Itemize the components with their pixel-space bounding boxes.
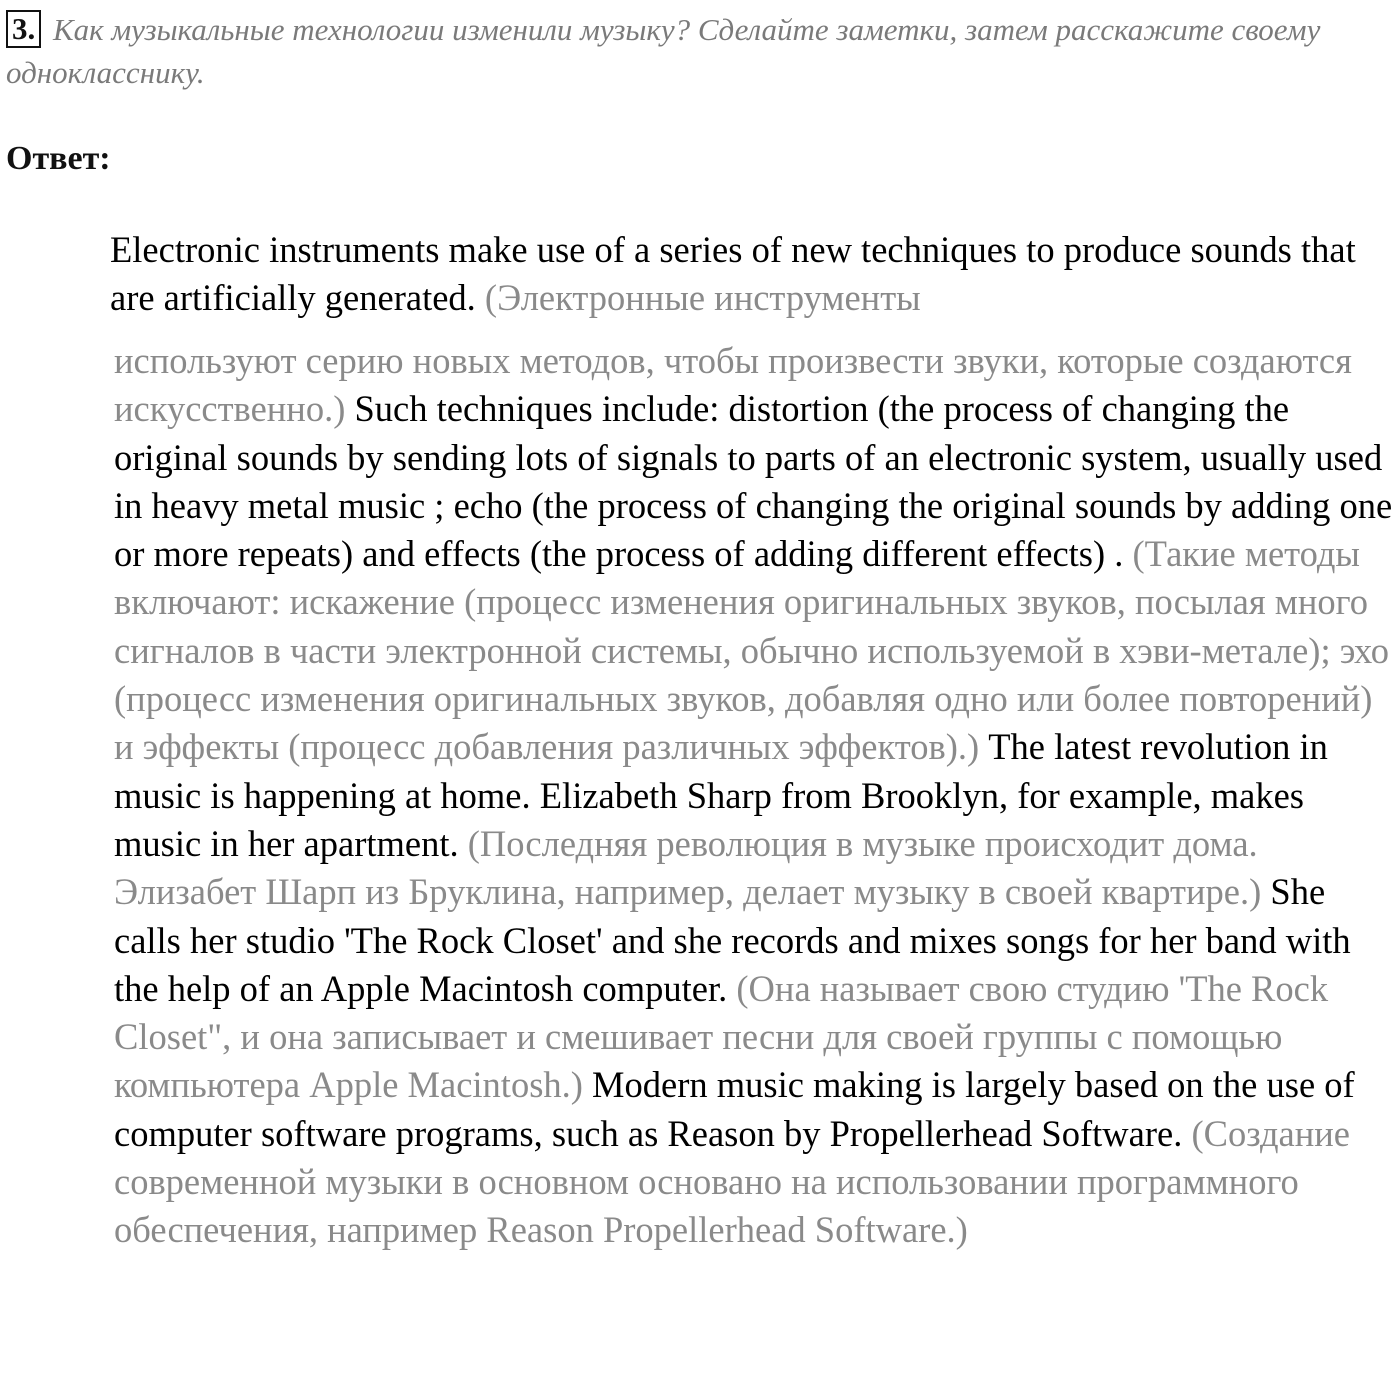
russian-translation: используют серию новых методов, чтобы произвести звуки, которые создаются искусственно.): [114, 340, 1352, 430]
russian-translation: (Электронные инструменты: [484, 277, 921, 319]
russian-translation: (Такие методы включают: искажение (процесс изменения оригинальных звуков, посылая много сигналов в части электронной системы, обычно используемой в хэви-метале); эхо (процесс изменения оригинальных звуков, добавляя одно или более повторений) и эффекты (процесс добавления различных эффектов).): [114, 533, 1390, 768]
task-question: Как музыкальные технологии изменили музыку? Сделайте заметки, затем расскажите своему однокласснику.: [6, 12, 1321, 90]
russian-translation: (Она называет свою студию 'The Rock Closet", и она записывает и смешивает песни для своей группы с помощью компьютера Apple Macintosh.): [114, 967, 1329, 1106]
russian-translation: (Создание современной музыки в основном основано на использовании программного обеспечения, например Reason Propellerhead Software.): [114, 1112, 1350, 1251]
english-text: Electronic instruments make use of a series of new techniques to produce sounds that are artificially generated.: [110, 229, 1356, 319]
english-text: She calls her studio 'The Rock Closet' and she records and mixes songs for her band with the help of an Apple Macintosh computer.: [114, 871, 1351, 1009]
english-text: Such techniques include: distortion (the process of changing the original sounds by sending lots of signals to parts of an electronic system, usually used in heavy metal music ; echo (the process of changing the original sounds by adding one or more repeats) and effects (the process of adding different effects) .: [114, 388, 1393, 575]
english-text: Modern music making is largely based on the use of computer software programs, such as Reason by Propellerhead Software.: [114, 1064, 1355, 1154]
answer-heading: Ответ:: [6, 140, 111, 177]
english-text: The latest revolution in music is happening at home. Elizabeth Sharp from Brooklyn, for example, makes music in her apartment.: [114, 726, 1328, 864]
answer-paragraph-2: [114, 337, 1400, 1255]
task-prompt: [6, 8, 1386, 94]
russian-translation: (Последняя революция в музыке происходит дома. Элизабет Шарп из Бруклина, например, делает музыку в своей квартире.): [114, 822, 1262, 913]
answer-paragraph-1: [110, 226, 1396, 323]
task-number: 3.: [6, 10, 41, 48]
